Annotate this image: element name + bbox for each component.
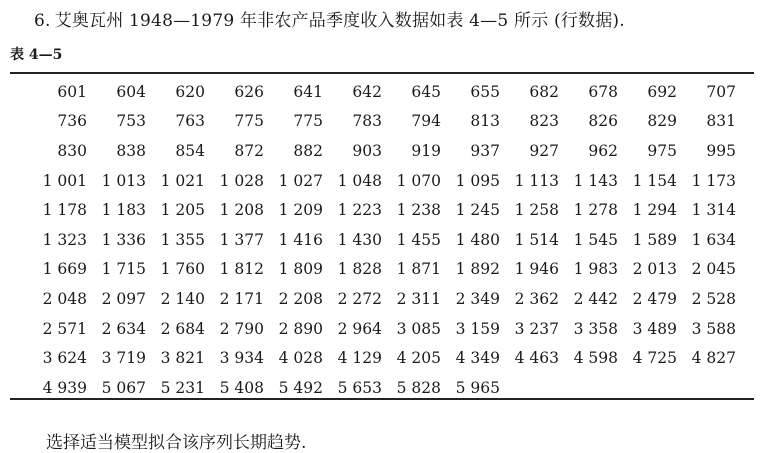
table-cell: 1 173 [691,171,736,190]
table-cell: 4 129 [337,349,382,368]
problem-text: 艾奥瓦州 1948—1979 年非农产品季度收入数据如表 4—5 所示 (行数据). [54,11,625,31]
table-cell: 1 001 [42,171,87,190]
table-cell: 2 171 [219,289,264,308]
table-cell: 1 323 [42,230,87,249]
table-row [28,284,736,314]
table-cell: 4 205 [396,349,441,368]
problem-number: 6. [34,11,51,31]
table-cell: 1 545 [573,230,618,249]
table-cell: 919 [411,141,441,160]
table-cell: 3 719 [101,349,146,368]
table-cell: 3 588 [691,319,736,338]
table-cell: 763 [175,112,205,131]
table-cell: 1 013 [101,171,146,190]
table-cell: 1 178 [42,201,87,220]
table-row [28,255,736,285]
table-row [28,343,736,373]
table-cell: 1 143 [573,171,618,190]
table-cell: 1 355 [160,230,205,249]
table-cell: 1 183 [101,201,146,220]
table-cell: 5 965 [455,378,500,397]
table-cell: 775 [293,112,323,131]
table-cell: 829 [647,112,677,131]
table-cell: 2 097 [101,289,146,308]
table-cell: 3 358 [573,319,618,338]
table-cell: 2 684 [160,319,205,338]
table-row [28,195,736,225]
table-cell: 1 430 [337,230,382,249]
table-cell: 995 [706,141,736,160]
table-cell: 1 892 [455,260,500,279]
table-cell: 1 828 [337,260,382,279]
table-cell: 826 [588,112,618,131]
table-cell: 626 [234,82,264,101]
table-cell: 3 159 [455,319,500,338]
table-cell: 655 [470,82,500,101]
table-top-rule [10,72,754,74]
table-cell: 1 589 [632,230,677,249]
table-cell: 927 [529,141,559,160]
table-cell: 2 442 [573,289,618,308]
table-cell: 2 349 [455,289,500,308]
table-cell: 2 528 [691,289,736,308]
table-cell: 882 [293,141,323,160]
table-cell: 1 070 [396,171,441,190]
table-cell: 1 809 [278,260,323,279]
table-cell: 707 [706,82,736,101]
table-cell: 1 946 [514,260,559,279]
table-cell: 823 [529,112,559,131]
table-cell: 753 [116,112,146,131]
table-label: 表 4—5 [10,47,63,63]
table-cell: 2 890 [278,319,323,338]
table-cell: 1 634 [691,230,736,249]
table-cell: 1 760 [160,260,205,279]
table-cell: 682 [529,82,559,101]
table-cell: 4 939 [42,378,87,397]
table-cell: 4 725 [632,349,677,368]
table-row [28,136,736,166]
table-cell: 1 278 [573,201,618,220]
table-cell: 5 067 [101,378,146,397]
table-cell: 5 231 [160,378,205,397]
data-table-body [28,77,736,403]
table-cell: 3 821 [160,349,205,368]
table-cell: 5 653 [337,378,382,397]
table-cell: 962 [588,141,618,160]
table-cell: 4 598 [573,349,618,368]
table-cell: 601 [57,82,87,101]
table-cell: 783 [352,112,382,131]
table-cell: 1 245 [455,201,500,220]
table-cell: 1 416 [278,230,323,249]
data-table [28,77,736,403]
table-cell: 2 311 [396,289,441,308]
table-cell: 1 294 [632,201,677,220]
table-cell: 1 205 [160,201,205,220]
table-cell: 4 827 [691,349,736,368]
table-cell: 1 314 [691,201,736,220]
table-cell: 2 479 [632,289,677,308]
table-cell: 1 021 [160,171,205,190]
closing-instruction: 选择适当模型拟合该序列长期趋势. [46,433,307,453]
table-cell: 1 238 [396,201,441,220]
table-cell: 641 [293,82,323,101]
table-cell: 678 [588,82,618,101]
problem-statement [34,6,625,31]
table-cell: 5 408 [219,378,264,397]
table-cell: 1 095 [455,171,500,190]
table-cell: 937 [470,141,500,160]
table-cell: 1 223 [337,201,382,220]
table-cell: 4 349 [455,349,500,368]
table-cell: 813 [470,112,500,131]
table-cell: 3 085 [396,319,441,338]
table-cell: 1 514 [514,230,559,249]
table-cell: 1 154 [632,171,677,190]
table-row [28,314,736,344]
table-cell: 645 [411,82,441,101]
table-cell: 1 258 [514,201,559,220]
table-cell: 1 983 [573,260,618,279]
table-row [28,107,736,137]
table-cell: 1 480 [455,230,500,249]
table-cell: 604 [116,82,146,101]
table-cell: 2 571 [42,319,87,338]
table-cell: 2 045 [691,260,736,279]
table-cell: 642 [352,82,382,101]
table-cell: 620 [175,82,205,101]
table-cell: 872 [234,141,264,160]
table-cell: 2 964 [337,319,382,338]
table-row [28,166,736,196]
table-cell: 4 463 [514,349,559,368]
table-cell: 1 669 [42,260,87,279]
table-cell: 775 [234,112,264,131]
table-cell: 838 [116,141,146,160]
table-cell: 3 489 [632,319,677,338]
table-cell: 975 [647,141,677,160]
table-cell: 4 028 [278,349,323,368]
table-cell: 794 [411,112,441,131]
table-cell: 736 [57,112,87,131]
table-cell: 1 336 [101,230,146,249]
table-row [28,77,736,107]
table-cell: 2 140 [160,289,205,308]
table-cell: 854 [175,141,205,160]
table-cell: 1 871 [396,260,441,279]
table-cell: 1 209 [278,201,323,220]
table-cell: 1 027 [278,171,323,190]
table-cell: 1 715 [101,260,146,279]
table-cell: 1 208 [219,201,264,220]
table-bottom-rule [10,398,754,400]
table-cell: 830 [57,141,87,160]
table-cell: 2 790 [219,319,264,338]
table-cell: 2 362 [514,289,559,308]
table-cell: 5 492 [278,378,323,397]
table-cell: 1 048 [337,171,382,190]
table-cell: 1 377 [219,230,264,249]
table-cell: 1 812 [219,260,264,279]
table-cell: 3 237 [514,319,559,338]
table-cell: 5 828 [396,378,441,397]
table-cell: 2 048 [42,289,87,308]
table-row [28,225,736,255]
table-cell: 2 208 [278,289,323,308]
table-cell: 1 028 [219,171,264,190]
table-cell: 692 [647,82,677,101]
table-cell: 3 934 [219,349,264,368]
table-cell: 903 [352,141,382,160]
table-cell: 2 634 [101,319,146,338]
table-cell: 1 113 [514,171,559,190]
table-cell: 1 455 [396,230,441,249]
table-cell: 831 [706,112,736,131]
table-cell: 3 624 [42,349,87,368]
table-cell: 2 013 [632,260,677,279]
table-cell: 2 272 [337,289,382,308]
